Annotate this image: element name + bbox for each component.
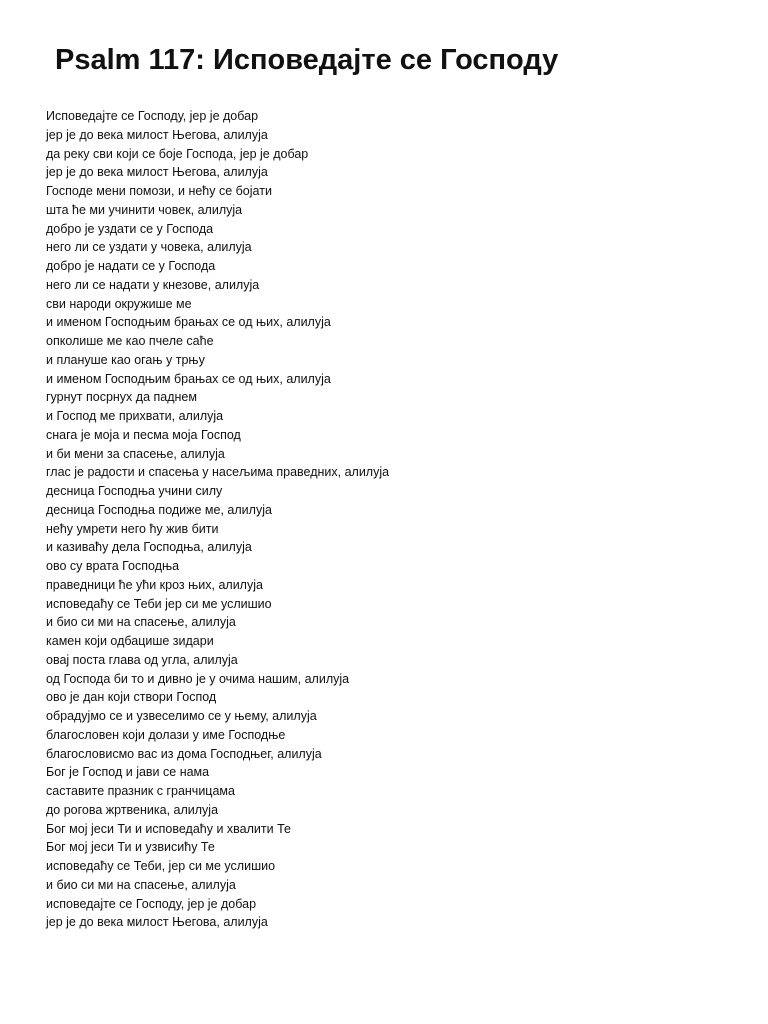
psalm-text xyxy=(46,107,389,932)
verse-line: Господе мени помози, и нећу се бојати xyxy=(46,184,272,198)
verse-line: добро је надати се у Господа xyxy=(46,259,216,273)
verse-line: и био си ми на спасење, алилуја xyxy=(46,877,236,892)
verse-line: шта ће ми учинити човек, алилуја xyxy=(46,202,243,217)
verse-line: праведници ће ући кроз њих, алилуја xyxy=(46,577,263,592)
verse-line: саставите празник с гранчицама xyxy=(46,784,235,798)
verse-line: Исповедајте се Господу, јер је добар xyxy=(46,109,259,123)
verse-line: камен који одбацише зидари xyxy=(46,634,214,648)
verse-line: десница Господња учини силу xyxy=(46,484,223,498)
verse-line: од Господа би то и дивно је у очима нашим, алилуја xyxy=(46,671,350,686)
verse-line: него ли се надати у кнезове, алилуја xyxy=(46,277,260,292)
verse-line: ово су врата Господња xyxy=(46,559,180,573)
verse-line: ово је дан који створи Господ xyxy=(46,690,217,705)
verse-line: снага је моја и песма моја Господ xyxy=(46,427,241,442)
verse-line: Бог мој јеси Ти и узвисићу Те xyxy=(46,840,215,855)
verse-line: исповедајте се Господу, јер је добар xyxy=(46,896,257,911)
verse-line: овај поста глава од угла, алилуја xyxy=(46,652,238,667)
verse-line: Бог мој јеси Ти и исповедаћу и хвалити Те xyxy=(46,821,291,836)
verse-line: сви народи окружише ме xyxy=(46,296,192,311)
verse-line: опколише ме као пчеле саће xyxy=(46,334,214,348)
page-title: Psalm 117: Исповедајте се Господу xyxy=(55,44,559,76)
verse-line: добро је уздати се у Господа xyxy=(46,221,214,236)
verse-line: благословен који долази у име Господње xyxy=(46,727,286,742)
verse-line: до рогова жртвеника, алилуја xyxy=(46,802,219,817)
verse-line: гурнут посрнух да паднем xyxy=(46,390,197,405)
verse-line: јер је до века милост Његова, алилуја xyxy=(46,127,268,142)
verse-line: и казиваћу дела Господња, алилуја xyxy=(46,540,252,555)
verse-line: десница Господња подиже ме, алилуја xyxy=(46,502,272,517)
verse-line: исповедаћу се Теби јер си ме услишио xyxy=(46,596,272,611)
verse-line: нећу умрети него ћу жив бити xyxy=(46,521,219,536)
verse-line: и Господ ме прихвати, алилуја xyxy=(46,409,224,423)
verse-line: глас је радости и спасења у насељима праведних, алилуја xyxy=(46,465,390,480)
verse-line: и именом Господњим брањах се од њих, алилуја xyxy=(46,371,331,386)
verse-line: и плануше као огањ у трњу xyxy=(46,352,205,367)
verse-line: да реку сви који се боје Господа, јер је добар xyxy=(46,146,309,161)
verse-line: благословисмо вас из дома Господњег, алилуја xyxy=(46,746,322,761)
verse-line: него ли се уздати у човека, алилуја xyxy=(46,240,252,255)
verse-line: и именом Господњим брањах се од њих, алилуја xyxy=(46,315,331,330)
verse-line: јер је до века милост Његова, алилуја xyxy=(46,915,268,930)
verse-line: исповедаћу се Теби, јер си ме услишио xyxy=(46,859,276,873)
verse-line: обрадујмо се и узвеселимо се у њему, алилуја xyxy=(46,709,317,723)
verse-line: и био си ми на спасење, алилуја xyxy=(46,615,236,630)
verse-line: и би мени за спасење, алилуја xyxy=(46,446,225,461)
verse-line: Бог је Господ и јави се нама xyxy=(46,765,210,780)
verse-line: јер је до века милост Његова, алилуја xyxy=(46,165,268,180)
